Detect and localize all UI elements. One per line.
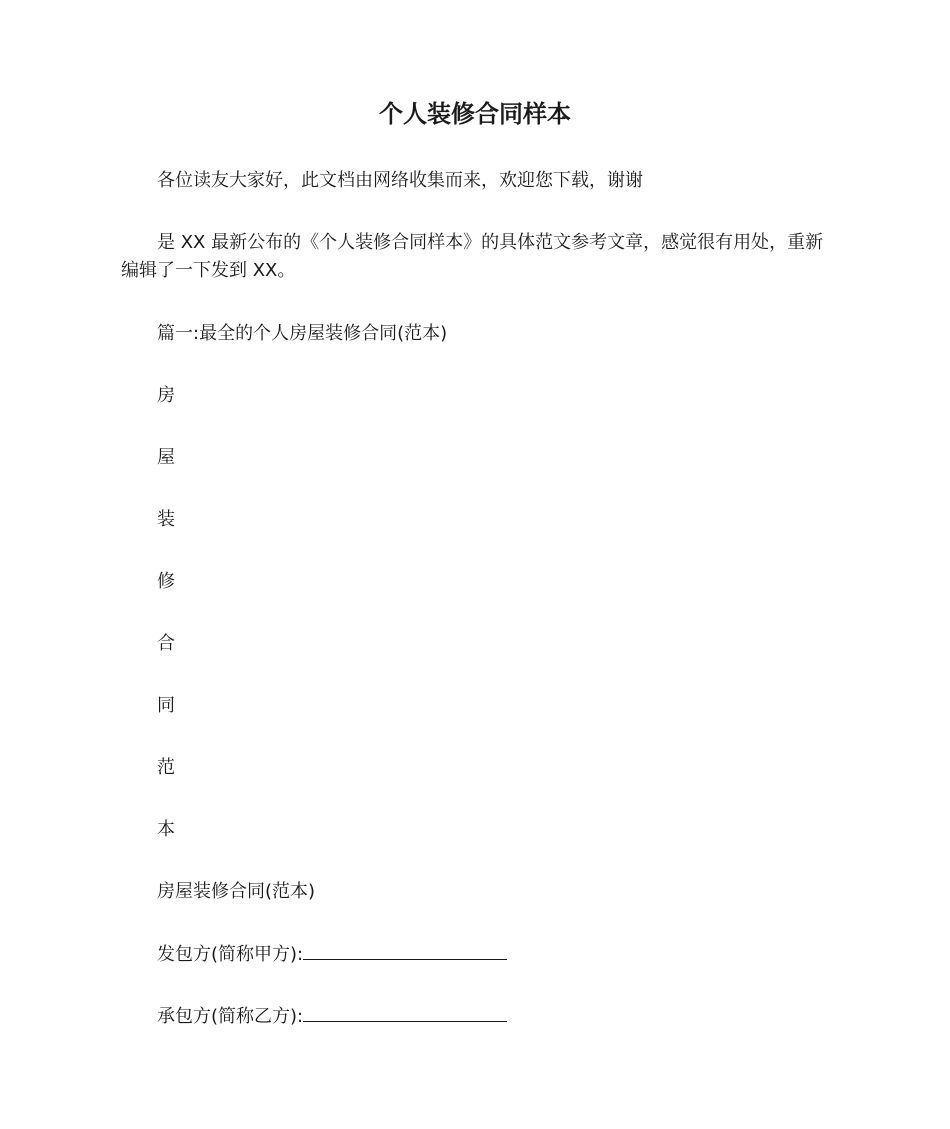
vertical-char-6: 同 [157, 695, 175, 716]
vertical-char-5: 合 [157, 633, 175, 654]
vertical-char-4: 修 [157, 571, 175, 592]
vertical-char-8: 本 [157, 819, 175, 840]
vertical-char-1: 房 [157, 385, 175, 406]
party-a-label: 发包方(简称甲方): [157, 944, 304, 965]
vertical-char-2: 屋 [157, 447, 175, 468]
party-b-label: 承包方(简称乙方): [157, 1006, 304, 1027]
party-b-line [121, 1002, 831, 1031]
contract-title: 房屋装修合同(范本) [157, 881, 316, 902]
party-b-blank [303, 1002, 507, 1022]
section-heading: 篇一:最全的个人房屋装修合同(范本) [157, 323, 448, 344]
vertical-char-7: 范 [157, 757, 175, 778]
party-a-line [121, 940, 831, 969]
greeting-paragraph: 各位读友大家好，此文档由网络收集而来，欢迎您下载，谢谢 [157, 170, 643, 191]
party-a-blank [303, 940, 507, 960]
vertical-char-3: 装 [157, 509, 175, 530]
intro-paragraph: 是 XX 最新公布的《个人装修合同样本》的具体范文参考文章，感觉很有用处，重新编辑了一下发到 XX。 [121, 232, 824, 281]
document-title: 个人装修合同样本 [379, 100, 571, 128]
